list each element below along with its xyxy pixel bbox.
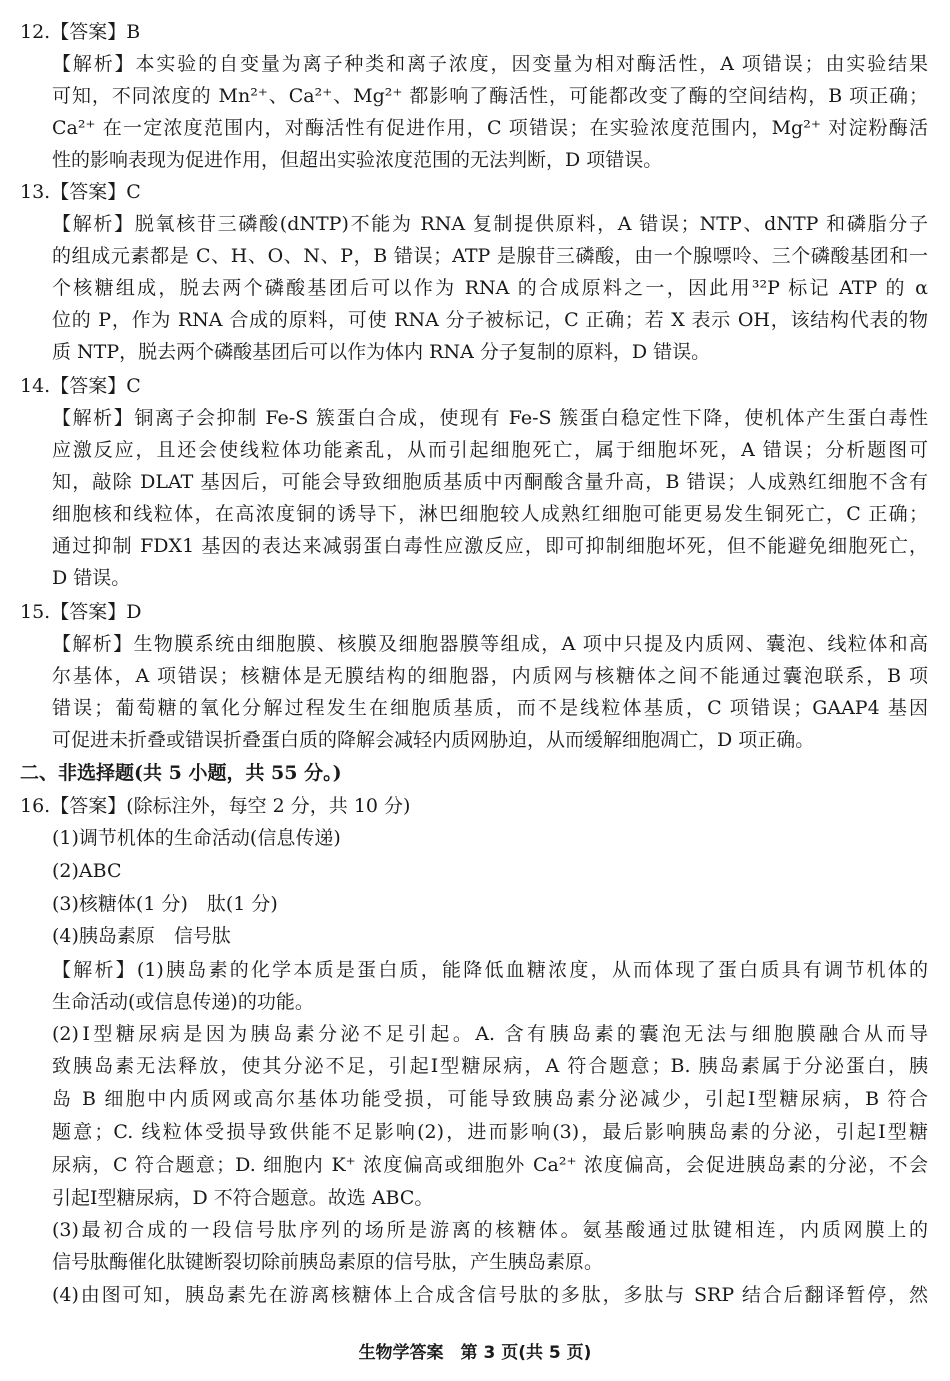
q14-answer: 14.【答案】C [20, 375, 141, 397]
q15-explanation-line: 尔基体，A 项错误；核糖体是无膜结构的细胞器，内质网与核糖体之间不能通过囊泡联系，B 项 [52, 665, 928, 687]
q12-answer: 12.【答案】B [20, 21, 141, 43]
page-footer: 生物学答案 第 3 页(共 5 页) [358, 1343, 592, 1363]
q12-explanation-line: 【解析】本实验的自变量为离子种类和离子浓度，因变量为相对酶活性，A 项错误；由实验结果 [52, 53, 928, 75]
q16-explanation-line: 引起Ⅰ型糖尿病，D 不符合题意。故选 ABC。 [52, 1187, 434, 1209]
q16-explanation-line: 生命活动(或信息传递)的功能。 [52, 991, 314, 1013]
q16-explanation-line: 【解析】(1)胰岛素的化学本质是蛋白质，能降低血糖浓度，从而体现了蛋白质具有调节机体的 [52, 959, 928, 981]
q16-explanation-line: (4)由图可知，胰岛素先在游离核糖体上合成含信号肽的多肽，多肽与 SRP 结合后翻译暂停，然 [52, 1284, 928, 1306]
q16-answer: 16.【答案】(除标注外，每空 2 分，共 10 分) [20, 795, 411, 817]
q13-explanation-line: 的组成元素都是 C、H、O、N、P，B 错误；ATP 是腺苷三磷酸，由一个腺嘌呤、三个磷酸基团和一 [52, 245, 928, 267]
q14-explanation-line: D 错误。 [52, 567, 131, 589]
q16-explanation-line: 岛 B 细胞中内质网或高尔基体功能受损，可能导致胰岛素分泌减少，引起Ⅰ型糖尿病，B 符合 [52, 1088, 928, 1110]
q16-explanation-line: 尿病，C 符合题意；D. 细胞内 K⁺ 浓度偏高或细胞外 Ca²⁺ 浓度偏高，会促进胰岛素的分泌，不会 [52, 1154, 928, 1176]
q14-explanation-line: 细胞核和线粒体，在高浓度铜的诱导下，淋巴细胞较人成熟红细胞可能更易发生铜死亡，C 正确； [52, 503, 928, 525]
q12-explanation-line: Ca²⁺ 在一定浓度范围内，对酶活性有促进作用，C 项错误；在实验浓度范围内，Mg²⁺ 对淀粉酶活 [52, 117, 928, 139]
q16-answer-item: (1)调节机体的生命活动(信息传递) [52, 827, 341, 849]
q16-answer-item: (3)核糖体(1 分) 肽(1 分) [52, 893, 278, 915]
q16-explanation-line: (2)Ⅰ型糖尿病是因为胰岛素分泌不足引起。A. 含有胰岛素的囊泡无法与细胞膜融合从而导 [52, 1023, 928, 1045]
q16-explanation-line: 致胰岛素无法释放，使其分泌不足，引起Ⅰ型糖尿病，A 符合题意；B. 胰岛素属于分泌蛋白，胰 [52, 1055, 928, 1077]
q12-explanation-line: 可知，不同浓度的 Mn²⁺、Ca²⁺、Mg²⁺ 都影响了酶活性，可能都改变了酶的空间结构，B 项正确； [52, 85, 928, 107]
q16-explanation-line: 信号肽酶催化肽键断裂切除前胰岛素原的信号肽，产生胰岛素原。 [52, 1251, 604, 1273]
q13-explanation-line: 位的 P，作为 RNA 合成的原料，可使 RNA 分子被标记，C 正确；若 X 表示 OH，该结构代表的物 [52, 309, 928, 331]
q16-answer-item: (2)ABC [52, 860, 122, 882]
q13-answer: 13.【答案】C [20, 181, 141, 203]
q15-explanation-line: 可促进未折叠或错误折叠蛋白质的降解会减轻内质网胁迫，从而缓解细胞凋亡，D 项正确。 [52, 729, 815, 751]
q15-explanation-line: 【解析】生物膜系统由细胞膜、核膜及细胞器膜等组成，A 项中只提及内质网、囊泡、线粒体和高 [52, 633, 928, 655]
q12-explanation-line: 性的影响表现为促进作用，但超出实验浓度范围的无法判断，D 项错误。 [52, 149, 663, 171]
q16-explanation-line: (3)最初合成的一段信号肽序列的场所是游离的核糖体。氨基酸通过肽键相连，内质网膜上的 [52, 1219, 928, 1241]
q13-explanation-line: 【解析】脱氧核苷三磷酸(dNTP)不能为 RNA 复制提供原料，A 错误；NTP、dNTP 和磷脂分子 [52, 213, 928, 235]
q13-explanation-line: 质 NTP，脱去两个磷酸基团后可以作为体内 RNA 分子复制的原料，D 错误。 [52, 341, 711, 363]
q16-explanation-line: 题意；C. 线粒体受损导致供能不足影响(2)，进而影响(3)，最后影响胰岛素的分泌，引起Ⅰ型糖 [52, 1121, 928, 1143]
q14-explanation-line: 应激反应，且还会使线粒体功能紊乱，从而引起细胞死亡，属于细胞坏死，A 错误；分析题图可 [52, 439, 928, 461]
q14-explanation-line: 知，敲除 DLAT 基因后，可能会导致细胞质基质中丙酮酸含量升高，B 错误；人成熟红细胞不含有 [52, 471, 928, 493]
q14-explanation-line: 通过抑制 FDX1 基因的表达来减弱蛋白毒性应激反应，即可抑制细胞坏死，但不能避免细胞死亡， [52, 535, 928, 557]
q13-explanation-line: 个核糖组成，脱去两个磷酸基团后可以作为 RNA 的合成原料之一，因此用³²P 标记 ATP 的 α [52, 277, 928, 299]
section-heading: 二、非选择题(共 5 小题，共 55 分。) [20, 762, 342, 784]
q15-answer: 15.【答案】D [20, 601, 142, 623]
q15-explanation-line: 错误；葡萄糖的氧化分解过程发生在细胞质基质，而不是线粒体基质，C 项错误；GAAP4 基因 [52, 697, 928, 719]
q16-answer-item: (4)胰岛素原 信号肽 [52, 925, 231, 947]
q14-explanation-line: 【解析】铜离子会抑制 Fe-S 簇蛋白合成，使现有 Fe-S 簇蛋白稳定性下降，使机体产生蛋白毒性 [52, 407, 928, 429]
